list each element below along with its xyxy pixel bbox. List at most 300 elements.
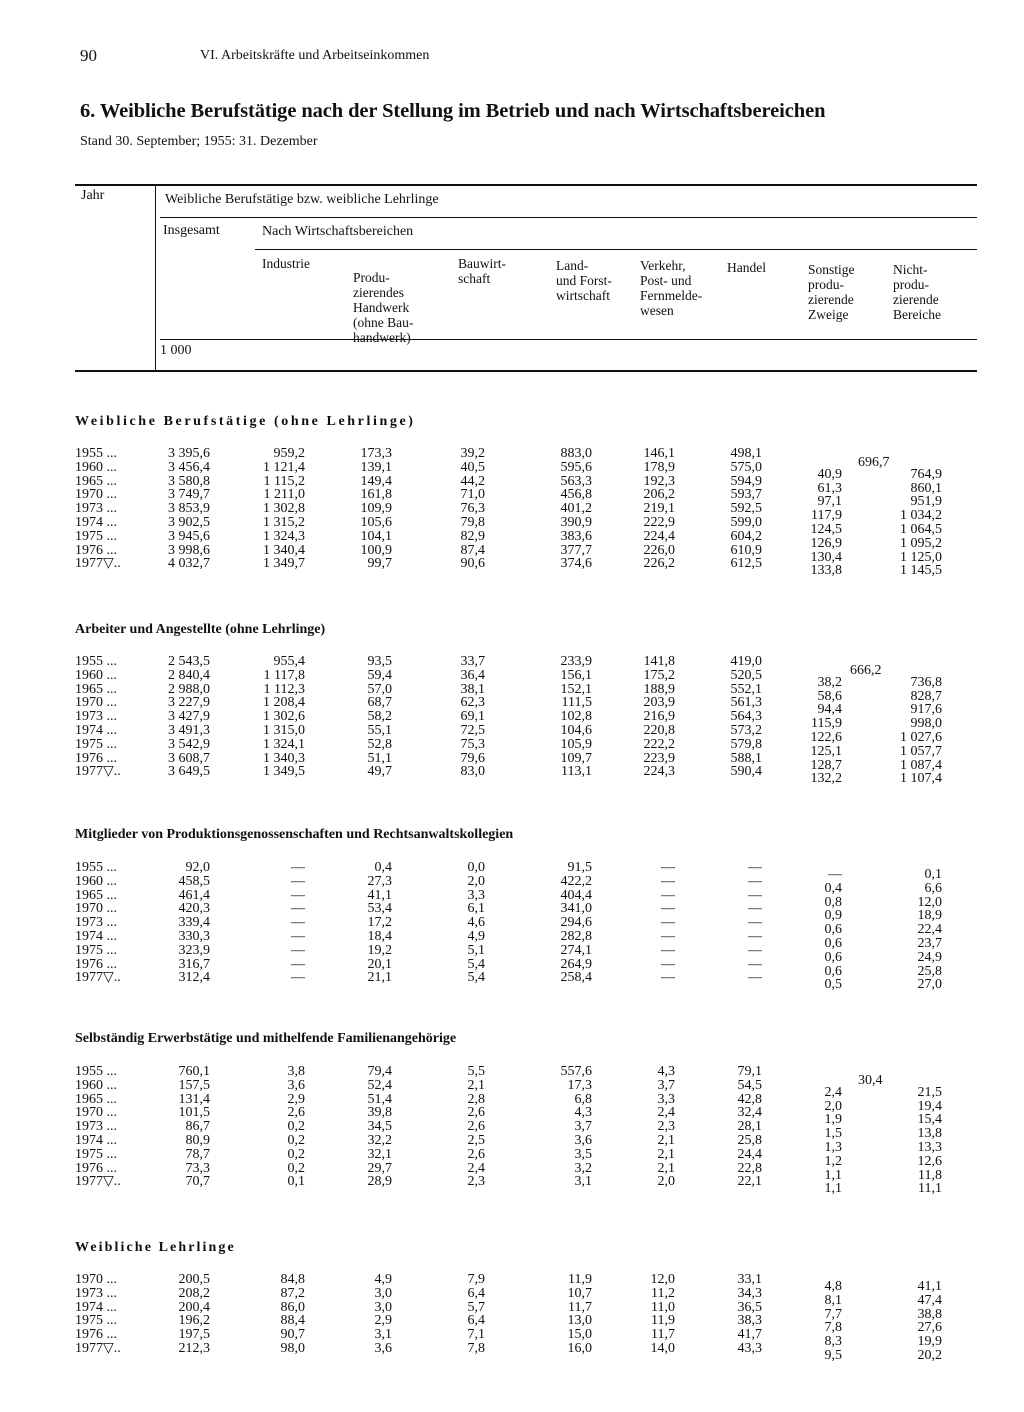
year-cell: 1977▽.. <box>75 556 121 572</box>
value-cell: 3,2 <box>574 1160 592 1176</box>
column-header-line: Verkehr, <box>640 258 686 273</box>
value-cell: 69,1 <box>460 709 485 725</box>
year-cell: 1955 ... <box>75 654 117 669</box>
value-cell: 594,9 <box>730 473 762 489</box>
value-cell: 188,9 <box>643 681 675 697</box>
table-row <box>0 556 1024 579</box>
value-cell: 43,3 <box>737 1341 762 1356</box>
rule-group <box>160 217 977 218</box>
rule-bottom <box>75 370 977 372</box>
value-cell: 4,3 <box>657 1064 675 1079</box>
value-cell: 4,9 <box>467 929 485 944</box>
value-cell: 68,7 <box>367 695 392 711</box>
value-cell: 0,0 <box>467 860 485 875</box>
value-cell: 219,1 <box>643 501 675 517</box>
value-cell: 312,4 <box>178 970 210 986</box>
value-cell: 18,9 <box>917 908 942 924</box>
column-header-line: zierendes <box>353 285 404 300</box>
value-cell: 959,2 <box>273 446 305 461</box>
value-cell: 294,6 <box>560 915 592 931</box>
value-cell: 2,1 <box>467 1077 485 1093</box>
value-cell: — <box>748 887 762 903</box>
value-cell: 21,5 <box>917 1084 942 1100</box>
value-cell: — <box>291 887 305 903</box>
column-header-7 <box>808 262 855 322</box>
year-cell: 1965 ... <box>75 473 117 489</box>
table-row <box>0 446 1024 461</box>
value-cell: 78,7 <box>185 1146 210 1162</box>
value-cell: 2,0 <box>657 1174 675 1190</box>
value-cell: 32,4 <box>737 1105 762 1121</box>
value-cell: — <box>291 901 305 917</box>
column-header-line: (ohne Bau- <box>353 315 414 330</box>
value-cell: 1 117,8 <box>263 667 305 683</box>
value-cell: 2,4 <box>657 1105 675 1121</box>
value-cell: 32,1 <box>367 1146 392 1162</box>
value-cell: — <box>291 970 305 986</box>
value-cell: 11,7 <box>651 1327 675 1343</box>
value-cell: 12,0 <box>917 894 942 910</box>
value-cell: 22,4 <box>917 922 942 938</box>
value-cell: 125,1 <box>810 743 842 759</box>
value-cell: 226,2 <box>643 556 675 572</box>
value-cell: 1 211,0 <box>263 487 305 503</box>
column-header-line: Land- <box>556 258 589 273</box>
year-cell: 1960 ... <box>75 873 117 889</box>
column-header-4 <box>556 258 612 303</box>
value-cell: 27,3 <box>367 873 392 889</box>
value-cell: 3 853,9 <box>168 501 210 517</box>
value-cell: 79,8 <box>460 515 485 530</box>
value-cell: 860,1 <box>910 480 942 496</box>
column-header-3 <box>458 256 506 286</box>
value-cell: 0,9 <box>824 908 842 924</box>
year-cell: 1965 ... <box>75 681 117 697</box>
column-header-line: Industrie <box>262 256 310 271</box>
value-cell: 564,3 <box>730 709 762 725</box>
value-cell: 420,3 <box>178 901 210 917</box>
value-cell: 563,3 <box>560 473 592 489</box>
value-cell: 19,4 <box>917 1098 942 1114</box>
value-cell: 3 902,5 <box>168 515 210 530</box>
column-header-line: Zweige <box>808 307 849 322</box>
value-cell: 917,6 <box>910 702 942 718</box>
value-cell: 1 095,2 <box>900 535 942 551</box>
table-row <box>0 1174 1024 1197</box>
value-cell: 34,3 <box>737 1285 762 1301</box>
value-cell: 330,3 <box>178 929 210 944</box>
value-cell: 1 324,3 <box>263 528 305 544</box>
value-cell: 93,5 <box>367 654 392 669</box>
value-cell: 141,8 <box>643 654 675 669</box>
year-cell: 1976 ... <box>75 1327 117 1343</box>
value-cell: — <box>661 901 675 917</box>
value-cell: 33,7 <box>460 654 485 669</box>
column-header-line: Handel <box>727 260 766 275</box>
column-header-2 <box>353 270 413 345</box>
column-header-line: handwerk) <box>353 330 411 345</box>
value-cell: 82,9 <box>460 528 485 544</box>
combined-value-1955: 30,4 <box>858 1073 883 1088</box>
value-cell: 610,9 <box>730 542 762 558</box>
value-cell: 557,6 <box>560 1064 592 1079</box>
value-cell: 20,1 <box>367 956 392 972</box>
value-cell: 1 087,4 <box>900 757 942 773</box>
value-cell: 157,5 <box>178 1077 210 1093</box>
value-cell: 2,9 <box>374 1313 392 1329</box>
column-header-line: wesen <box>640 303 674 318</box>
value-cell: 76,3 <box>460 501 485 517</box>
value-cell: 520,5 <box>730 667 762 683</box>
value-cell: 883,0 <box>560 446 592 461</box>
value-cell: 5,1 <box>467 942 485 958</box>
year-cell: 1975 ... <box>75 942 117 958</box>
value-cell: 1 107,4 <box>900 771 942 787</box>
value-cell: 579,8 <box>730 736 762 752</box>
value-cell: 951,9 <box>910 494 942 510</box>
value-cell: 16,0 <box>567 1341 592 1356</box>
value-cell: 0,6 <box>824 936 842 951</box>
value-cell: 2,0 <box>467 873 485 889</box>
value-cell: 38,3 <box>737 1313 762 1329</box>
value-cell: 0,8 <box>824 894 842 910</box>
section-title: Selbständig Erwerbstätige und mithelfende Familienangehörige <box>75 1031 457 1046</box>
value-cell: 2,6 <box>467 1119 485 1135</box>
value-cell: 15,4 <box>917 1112 942 1128</box>
value-cell: 0,4 <box>374 860 392 875</box>
value-cell: 12,6 <box>917 1153 942 1169</box>
value-cell: 0,6 <box>824 922 842 938</box>
value-cell: 2,3 <box>657 1119 675 1135</box>
value-cell: 2,1 <box>657 1160 675 1176</box>
value-cell: 1 349,5 <box>263 764 305 780</box>
value-cell: 590,4 <box>730 764 762 780</box>
value-cell: 117,9 <box>811 508 842 524</box>
value-cell: 2,1 <box>657 1133 675 1148</box>
value-cell: 14,0 <box>650 1341 675 1356</box>
value-cell: 3 608,7 <box>168 750 210 766</box>
header-jahr: Jahr <box>81 188 105 203</box>
rule-nach <box>255 249 977 250</box>
value-cell: 15,0 <box>567 1327 592 1343</box>
value-cell: 44,2 <box>460 473 485 489</box>
value-cell: 92,0 <box>185 860 210 875</box>
value-cell: — <box>748 873 762 889</box>
value-cell: 3 427,9 <box>168 709 210 725</box>
value-cell: 5,4 <box>467 970 485 986</box>
column-header-line: Bereiche <box>893 307 941 322</box>
value-cell: 11,9 <box>651 1313 675 1329</box>
value-cell: 1 324,1 <box>263 736 305 752</box>
value-cell: 33,1 <box>737 1272 762 1287</box>
value-cell: 11,0 <box>651 1299 675 1315</box>
value-cell: — <box>661 970 675 986</box>
value-cell: 419,0 <box>730 654 762 669</box>
value-cell: 0,2 <box>287 1133 305 1148</box>
value-cell: 575,0 <box>730 459 762 475</box>
value-cell: 53,4 <box>367 901 392 917</box>
section-title: Weibliche Lehrlinge <box>75 1240 236 1255</box>
column-header-line: wirtschaft <box>556 288 610 303</box>
value-cell: 226,0 <box>643 542 675 558</box>
value-cell: 6,4 <box>467 1313 485 1329</box>
value-cell: 3,1 <box>574 1174 592 1190</box>
value-cell: 588,1 <box>730 750 762 766</box>
value-cell: 126,9 <box>810 535 842 551</box>
value-cell: 264,9 <box>560 956 592 972</box>
value-cell: 592,5 <box>730 501 762 517</box>
value-cell: 24,9 <box>917 949 942 965</box>
year-cell: 1960 ... <box>75 459 117 475</box>
year-cell: 1960 ... <box>75 667 117 683</box>
value-cell: — <box>661 860 675 875</box>
value-cell: 175,2 <box>643 667 675 683</box>
value-cell: 83,0 <box>460 764 485 780</box>
section-title: Weibliche Berufstätige (ohne Lehrlinge) <box>75 414 416 429</box>
value-cell: 38,1 <box>460 681 485 697</box>
value-cell: 27,6 <box>917 1320 942 1336</box>
value-cell: 3,6 <box>374 1341 392 1356</box>
year-cell: 1974 ... <box>75 723 117 738</box>
value-cell: 3,6 <box>287 1077 305 1093</box>
year-cell: 1973 ... <box>75 709 117 725</box>
value-cell: 51,4 <box>367 1091 392 1107</box>
year-cell: 1976 ... <box>75 1160 117 1176</box>
value-cell: 22,8 <box>737 1160 762 1176</box>
value-cell: 41,1 <box>917 1279 942 1294</box>
value-cell: 173,3 <box>360 446 392 461</box>
rule-vertical <box>155 186 156 370</box>
value-cell: 2,6 <box>467 1146 485 1162</box>
rule-top <box>75 184 977 186</box>
value-cell: 736,8 <box>910 674 942 690</box>
value-cell: 10,7 <box>567 1285 592 1301</box>
value-cell: 101,5 <box>178 1105 210 1121</box>
column-header-line: Fernmelde- <box>640 288 703 303</box>
value-cell: 2,5 <box>467 1133 485 1148</box>
value-cell: 2,4 <box>467 1160 485 1176</box>
year-cell: 1973 ... <box>75 915 117 931</box>
value-cell: 4,3 <box>574 1105 592 1121</box>
value-cell: 84,8 <box>280 1272 305 1287</box>
table-row <box>0 1341 1024 1363</box>
value-cell: 595,6 <box>560 459 592 475</box>
section-title: Arbeiter und Angestellte (ohne Lehrlinge) <box>75 622 326 637</box>
value-cell: 6,8 <box>574 1091 592 1107</box>
year-cell: 1975 ... <box>75 1146 117 1162</box>
table-row <box>0 970 1024 993</box>
value-cell: 13,0 <box>567 1313 592 1329</box>
value-cell: 58,2 <box>367 709 392 725</box>
value-cell: 161,8 <box>360 487 392 503</box>
value-cell: 1,5 <box>824 1126 842 1142</box>
combined-value-1955: 696,7 <box>858 455 890 470</box>
table-row <box>0 764 1024 787</box>
value-cell: 196,2 <box>178 1313 210 1329</box>
value-cell: 6,1 <box>467 901 485 917</box>
value-cell: — <box>748 942 762 958</box>
value-cell: 97,1 <box>817 494 842 510</box>
value-cell: 390,9 <box>560 515 592 530</box>
value-cell: 1 315,0 <box>263 723 305 738</box>
value-cell: 222,9 <box>643 515 675 530</box>
value-cell: 3 945,6 <box>168 528 210 544</box>
value-cell: — <box>661 915 675 931</box>
value-cell: — <box>291 873 305 889</box>
year-cell: 1973 ... <box>75 501 117 517</box>
value-cell: — <box>748 956 762 972</box>
value-cell: 113,1 <box>561 764 592 780</box>
value-cell: 8,1 <box>824 1292 842 1308</box>
value-cell: 39,8 <box>367 1105 392 1121</box>
value-cell: 2,4 <box>824 1084 842 1100</box>
value-cell: 1,1 <box>824 1167 842 1183</box>
year-cell: 1974 ... <box>75 929 117 944</box>
value-cell: 0,4 <box>824 880 842 896</box>
page-number: 90 <box>80 46 97 65</box>
header-insgesamt: Insgesamt <box>163 223 220 238</box>
column-header-5 <box>640 258 702 318</box>
value-cell: 29,7 <box>367 1160 392 1176</box>
value-cell: 104,1 <box>360 528 392 544</box>
value-cell: — <box>748 929 762 944</box>
year-cell: 1960 ... <box>75 1077 117 1093</box>
value-cell: 7,8 <box>467 1341 485 1356</box>
value-cell: 2,6 <box>467 1105 485 1121</box>
value-cell: 4,8 <box>824 1279 842 1294</box>
value-cell: 80,9 <box>185 1133 210 1148</box>
value-cell: 7,8 <box>824 1320 842 1336</box>
value-cell: 90,7 <box>280 1327 305 1343</box>
value-cell: 197,5 <box>178 1327 210 1343</box>
value-cell: 122,6 <box>810 730 842 745</box>
value-cell: 2 988,0 <box>168 681 210 697</box>
value-cell: — <box>748 860 762 875</box>
column-header-line: zierende <box>893 292 939 307</box>
year-cell: 1975 ... <box>75 528 117 544</box>
value-cell: 88,4 <box>280 1313 305 1329</box>
value-cell: 28,1 <box>737 1119 762 1135</box>
value-cell: 156,1 <box>560 667 592 683</box>
year-cell: 1975 ... <box>75 1313 117 1329</box>
value-cell: 87,4 <box>460 542 485 558</box>
value-cell: 0,1 <box>924 867 942 882</box>
value-cell: 12,0 <box>650 1272 675 1287</box>
value-cell: 3,3 <box>657 1091 675 1107</box>
column-header-1 <box>262 256 310 271</box>
year-cell: 1977▽.. <box>75 764 121 780</box>
year-cell: 1965 ... <box>75 1091 117 1107</box>
year-cell: 1977▽.. <box>75 1341 121 1356</box>
value-cell: 73,3 <box>185 1160 210 1176</box>
value-cell: 3,8 <box>287 1064 305 1079</box>
value-cell: 1 208,4 <box>263 695 305 711</box>
value-cell: 79,4 <box>367 1064 392 1079</box>
column-header-line: Nicht- <box>893 262 928 277</box>
value-cell: 200,4 <box>178 1299 210 1315</box>
value-cell: 3,0 <box>374 1299 392 1315</box>
value-cell: 3 749,7 <box>168 487 210 503</box>
header-unit: 1 000 <box>160 343 192 358</box>
value-cell: 1,1 <box>824 1181 842 1197</box>
value-cell: 99,7 <box>367 556 392 572</box>
value-cell: 98,0 <box>280 1341 305 1356</box>
section-title: Mitglieder von Produktionsgenossenschaften und Rechtsanwaltskollegien <box>75 827 514 842</box>
value-cell: 1 064,5 <box>900 522 942 537</box>
column-header-line: schaft <box>458 271 491 286</box>
value-cell: 22,1 <box>737 1174 762 1190</box>
value-cell: 1 121,4 <box>263 459 305 475</box>
value-cell: 102,8 <box>560 709 592 725</box>
value-cell: 764,9 <box>910 466 942 482</box>
value-cell: 40,5 <box>460 459 485 475</box>
value-cell: 192,3 <box>643 473 675 489</box>
value-cell: — <box>291 915 305 931</box>
value-cell: 3,0 <box>374 1285 392 1301</box>
value-cell: 90,6 <box>460 556 485 572</box>
value-cell: 404,4 <box>560 887 592 903</box>
value-cell: — <box>661 887 675 903</box>
value-cell: 456,8 <box>560 487 592 503</box>
value-cell: 8,3 <box>824 1334 842 1350</box>
year-cell: 1977▽.. <box>75 970 121 986</box>
value-cell: 7,1 <box>467 1327 485 1343</box>
value-cell: 1 302,6 <box>263 709 305 725</box>
value-cell: 41,7 <box>737 1327 762 1343</box>
value-cell: 233,9 <box>560 654 592 669</box>
value-cell: 18,4 <box>367 929 392 944</box>
year-cell: 1974 ... <box>75 1299 117 1315</box>
year-cell: 1973 ... <box>75 1119 117 1135</box>
value-cell: 1 302,8 <box>263 501 305 517</box>
value-cell: 599,0 <box>730 515 762 530</box>
value-cell: 36,5 <box>737 1299 762 1315</box>
rule-unit <box>160 339 977 340</box>
value-cell: 11,8 <box>918 1167 942 1183</box>
value-cell: 3 542,9 <box>168 736 210 752</box>
value-cell: 79,6 <box>460 750 485 766</box>
value-cell: 3 395,6 <box>168 446 210 461</box>
value-cell: 2,1 <box>657 1146 675 1162</box>
year-cell: 1976 ... <box>75 956 117 972</box>
value-cell: 11,2 <box>651 1285 675 1301</box>
value-cell: 2,6 <box>287 1105 305 1121</box>
value-cell: 109,7 <box>560 750 592 766</box>
table-title: 6. Weibliche Berufstätige nach der Stellung im Betrieb und nach Wirtschaftsbereichen <box>80 100 826 122</box>
value-cell: 11,7 <box>568 1299 592 1315</box>
value-cell: 111,5 <box>561 695 592 711</box>
column-header-line: zierende <box>808 292 854 307</box>
value-cell: 1 115,2 <box>263 473 305 489</box>
column-header-line: Post- und <box>640 273 692 288</box>
value-cell: 91,5 <box>567 860 592 875</box>
value-cell: 21,1 <box>367 970 392 986</box>
value-cell: 1,9 <box>824 1112 842 1128</box>
year-cell: 1970 ... <box>75 1272 117 1287</box>
value-cell: 828,7 <box>910 688 942 704</box>
value-cell: 6,4 <box>467 1285 485 1301</box>
value-cell: 3,7 <box>657 1077 675 1093</box>
value-cell: 9,5 <box>824 1348 842 1363</box>
year-cell: 1975 ... <box>75 736 117 752</box>
value-cell: — <box>748 901 762 917</box>
value-cell: 152,1 <box>560 681 592 697</box>
value-cell: 2,0 <box>824 1098 842 1114</box>
value-cell: 203,9 <box>643 695 675 711</box>
year-cell: 1973 ... <box>75 1285 117 1301</box>
value-cell: 461,4 <box>178 887 210 903</box>
value-cell: 2,8 <box>467 1091 485 1107</box>
